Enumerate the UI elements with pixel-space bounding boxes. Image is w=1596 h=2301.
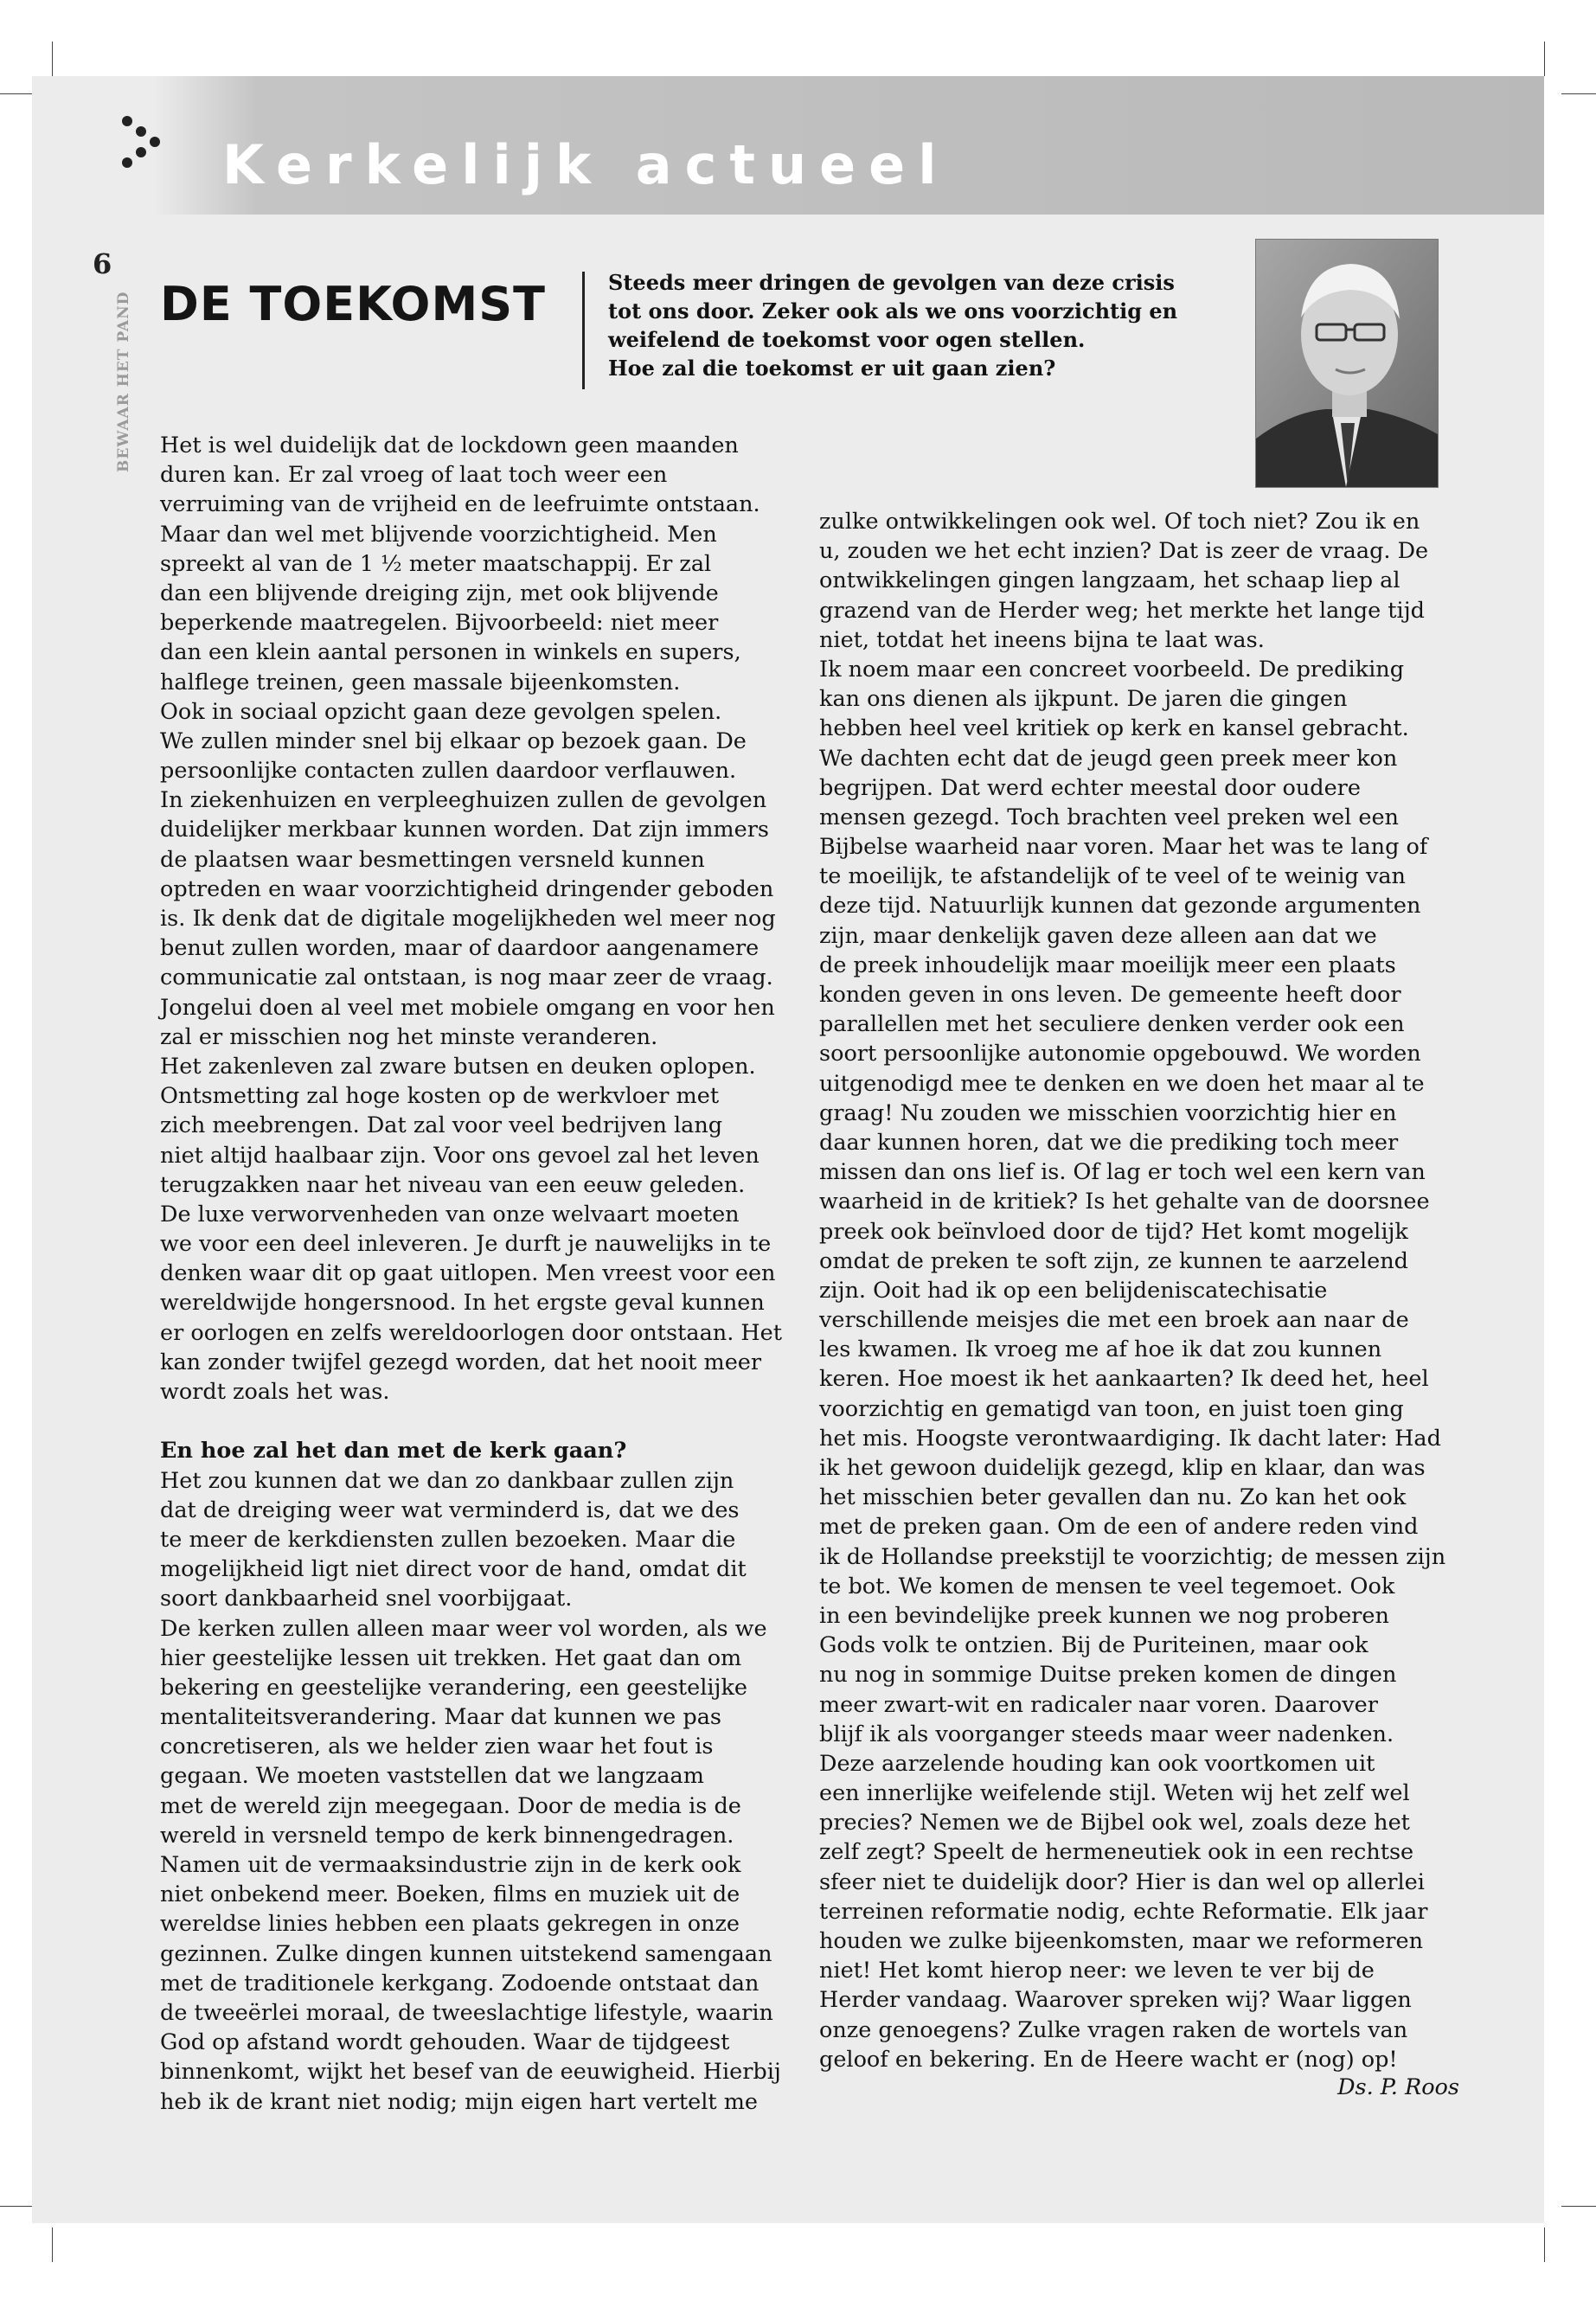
text-line: duren kan. Er zal vroeg of laat toch weer een — [160, 462, 668, 489]
crop-mark — [1561, 2206, 1596, 2207]
lead-line: weifelend de toekomst voor ogen stellen. — [608, 327, 1086, 352]
text-line: ontwikkelingen gingen langzaam, het schaap liep al — [819, 567, 1401, 594]
text-line: waarheid in de kritiek? Is het gehalte van de doorsnee — [819, 1189, 1430, 1215]
text-line: halflege treinen, geen massale bijeenkomsten. — [160, 669, 681, 695]
article-subheading: En hoe zal het dan met de kerk gaan? — [160, 1438, 627, 1465]
text-line: met de wereld zijn meegegaan. Door de media is de — [160, 1792, 741, 1819]
text-line: niet onbekend meer. Boeken, films en muziek uit de — [160, 1881, 740, 1908]
lead-line: Steeds meer dringen de gevolgen van deze crisis — [608, 270, 1175, 295]
text-line: Bijbelse waarheid naar voren. Maar het was te lang of — [819, 834, 1428, 861]
text-line: omdat de preken te soft zijn, ze kunnen te aarzelend — [819, 1247, 1408, 1274]
text-line: te moeilijk, te afstandelijk of te veel of te weinig van — [819, 863, 1406, 890]
text-line: bekering en geestelijke verandering, een geestelijke — [160, 1674, 747, 1701]
lead-line: Hoe zal die toekomst er uit gaan zien? — [608, 356, 1056, 381]
text-line: We zullen minder snel bij elkaar op bezoek gaan. De — [160, 727, 747, 754]
crop-mark — [52, 42, 53, 76]
text-line: Gods volk te ontzien. Bij de Puriteinen, maar ook — [819, 1632, 1368, 1659]
text-line: is. Ik denk dat de digitale mogelijkheden wel meer nog — [160, 906, 776, 932]
text-line: blijf ik als voorganger steeds maar weer nadenken. — [819, 1721, 1394, 1747]
text-line: verschillende meisjes die met een broek aan naar de — [819, 1307, 1409, 1334]
text-line: ik de Hollandse preekstijl te voorzichtig; de messen zijn — [819, 1543, 1446, 1570]
crop-mark — [52, 2227, 53, 2262]
text-line: gezinnen. Zulke dingen kunnen uitstekend samengaan — [160, 1940, 772, 1967]
text-line: ik het gewoon duidelijk gezegd, klip en klaar, dan was — [819, 1455, 1426, 1481]
text-line: Herder vandaag. Waarover spreken wij? Waar liggen — [819, 1987, 1412, 2014]
text-line: kan ons dienen als ijkpunt. De jaren die gingen — [819, 686, 1348, 713]
text-line: wereldse linies hebben een plaats gekregen in onze — [160, 1911, 740, 1938]
text-line: grazend van de Herder weg; het merkte het lange tijd — [819, 597, 1425, 624]
text-line: u, zouden we het echt inzien? Dat is zeer de vraag. De — [819, 538, 1429, 565]
page-number: 6 — [93, 247, 112, 280]
text-line: uitgenodigd mee te denken en we doen het maar al te — [819, 1070, 1425, 1097]
text-line: We dachten echt dat de jeugd geen preek meer kon — [819, 745, 1398, 772]
text-line: soort dankbaarheid snel voorbijgaat. — [160, 1586, 573, 1612]
text-line: het misschien beter gevallen dan nu. Zo kan het ook — [819, 1484, 1407, 1511]
text-line: terugzakken naar het niveau van een eeuw geleden. — [160, 1171, 746, 1198]
text-line: Het is wel duidelijk dat de lockdown geen maanden — [160, 433, 739, 458]
text-line: deze tijd. Natuurlijk kunnen dat gezonde argumenten — [819, 893, 1421, 920]
text-line: hebben heel veel kritiek op kerk en kansel gebracht. — [819, 715, 1409, 742]
text-line: voorzichtig en gematigd van toon, en juist toen ging — [819, 1395, 1404, 1422]
text-line: beperkende maatregelen. Bijvoorbeeld: niet meer — [160, 610, 719, 637]
text-line: met de preken gaan. Om de een of andere reden vind — [819, 1514, 1419, 1541]
text-line: Ik noem maar een concreet voorbeeld. De prediking — [819, 656, 1405, 683]
text-line: parallellen met het seculiere denken verder ook een — [819, 1011, 1405, 1038]
text-line: niet, totdat het ineens bijna te laat was. — [819, 626, 1265, 653]
text-line: geloof en bekering. En de Heere wacht er (nog) op! — [819, 2046, 1398, 2073]
article-headline: DE TOEKOMST — [160, 277, 546, 331]
text-line: dan een blijvende dreiging zijn, met ook blijvende — [160, 580, 719, 606]
text-line: sfeer niet te duidelijk door? Hier is dan wel op allerlei — [819, 1868, 1425, 1895]
text-line: optreden en waar voorzichtigheid dringender geboden — [160, 875, 774, 902]
text-line: begrijpen. Dat werd echter meestal door oudere — [819, 774, 1361, 801]
text-line: graag! Nu zouden we misschien voorzichtig hier en — [819, 1099, 1397, 1126]
text-line: zal er misschien nog het minste veranderen. — [160, 1023, 658, 1050]
crop-mark — [0, 93, 35, 94]
text-line: Maar dan wel met blijvende voorzichtigheid. Men — [160, 521, 717, 548]
text-line: zulke ontwikkelingen ook wel. Of toch niet? Zou ik en — [819, 509, 1420, 535]
text-line: heb ik de krant niet nodig; mijn eigen hart vertelt me — [160, 2088, 759, 2115]
text-line: wordt zoals het was. — [160, 1379, 390, 1405]
text-line: niet altijd haalbaar zijn. Voor ons gevoel zal het leven — [160, 1142, 760, 1169]
text-line: mogelijkheid ligt niet direct voor de hand, omdat dit — [160, 1556, 747, 1583]
text-line: De luxe verworvenheden van onze welvaart moeten — [160, 1201, 740, 1227]
text-line: dat de dreiging weer wat verminderd is, dat we des — [160, 1497, 740, 1523]
text-line: we voor een deel inleveren. Je durft je nauwelijks in te — [160, 1231, 772, 1258]
section-title: Kerkelijk actueel — [222, 133, 950, 196]
text-line: er oorlogen en zelfs wereldoorlogen door ontstaan. Het — [160, 1319, 782, 1346]
text-line: de plaatsen waar besmettingen versneld kunnen — [160, 846, 705, 873]
magazine-page — [32, 76, 1544, 2223]
text-line: te bot. We komen de mensen te veel tegemoet. Ook — [819, 1573, 1395, 1599]
text-line: dan een klein aantal personen in winkels en supers, — [160, 639, 741, 666]
text-line: daar kunnen horen, dat we die prediking toch meer — [819, 1129, 1399, 1156]
text-line: niet! Het komt hierop neer: we leven te ver bij de — [819, 1958, 1375, 1984]
text-line: met de traditionele kerkgang. Zodoende ontstaat dan — [160, 1970, 760, 1997]
text-line: zijn. Ooit had ik op een belijdeniscatechisatie — [819, 1277, 1328, 1304]
author-signature: Ds. P. Roos — [1337, 2074, 1459, 2100]
text-line: communicatie zal ontstaan, is nog maar zeer de vraag. — [160, 965, 773, 991]
text-line: Ontsmetting zal hoge kosten op de werkvloer met — [160, 1083, 720, 1110]
text-line: nu nog in sommige Duitse preken komen de dingen — [819, 1662, 1397, 1689]
text-line: Het zakenleven zal zware butsen en deuken oplopen. — [160, 1053, 756, 1080]
text-line: Deze aarzelende houding kan ook voortkomen uit — [819, 1750, 1375, 1777]
text-line: Namen uit de vermaaksindustrie zijn in de kerk ook — [160, 1852, 741, 1878]
text-line: wereldwijde hongersnood. In het ergste geval kunnen — [160, 1290, 765, 1317]
text-line: meer zwart-wit en radicaler naar voren. Daarover — [819, 1691, 1378, 1718]
text-line: binnenkomt, wijkt het besef van de eeuwigheid. Hierbij — [160, 2059, 781, 2086]
dots-logo-icon — [122, 116, 183, 176]
text-line: duidelijker merkbaar kunnen worden. Dat zijn immers — [160, 817, 769, 843]
text-line: Het zou kunnen dat we dan zo dankbaar zullen zijn — [160, 1467, 734, 1494]
text-line: les kwamen. Ik vroeg me af hoe ik dat zou kunnen — [819, 1336, 1382, 1363]
crop-mark — [1544, 2227, 1545, 2262]
text-line: kan zonder twijfel gezegd worden, dat het nooit meer — [160, 1349, 762, 1375]
paragraph-gap — [160, 1407, 800, 1436]
article-column-right — [819, 507, 1459, 2104]
section-banner — [32, 76, 1544, 215]
text-line: konden geven in ons leven. De gemeente heeft door — [819, 982, 1401, 1008]
side-label: BEWAAR HET PAND — [115, 291, 132, 472]
text-line: wereld in versneld tempo de kerk binnengedragen. — [160, 1822, 734, 1849]
portrait-photo-icon — [1255, 239, 1439, 488]
text-line: precies? Nemen we de Bijbel ook wel, zoals deze het — [819, 1810, 1410, 1836]
text-line: De kerken zullen alleen maar weer vol worden, als we — [160, 1615, 767, 1642]
text-line: gegaan. We moeten vaststellen dat we langzaam — [160, 1763, 704, 1790]
text-line: hier geestelijke lessen uit trekken. Het gaat dan om — [160, 1644, 742, 1671]
text-line: in een bevindelijke preek kunnen we nog proberen — [819, 1602, 1389, 1629]
lead-line: tot ons door. Zeker ook als we ons voorzichtig en — [608, 298, 1178, 324]
text-line: verruiming van de vrijheid en de leefruimte ontstaan. — [160, 491, 760, 518]
text-line: keren. Hoe moest ik het aankaarten? Ik deed het, heel — [819, 1366, 1429, 1393]
text-line: mensen gezegd. Toch brachten veel preken wel een — [819, 804, 1399, 830]
text-line: In ziekenhuizen en verpleeghuizen zullen de gevolgen — [160, 787, 767, 814]
text-line: missen dan ons lief is. Of lag er toch wel een kern van — [819, 1159, 1426, 1186]
text-line: persoonlijke contacten zullen daardoor verflauwen. — [160, 758, 737, 785]
text-line: preek ook beïnvloed door de tijd? Het komt mogelijk — [819, 1218, 1408, 1245]
text-line: onze genoegens? Zulke vragen raken de wortels van — [819, 2016, 1408, 2043]
text-line: mentaliteitsverandering. Maar dat kunnen we pas — [160, 1704, 721, 1731]
crop-mark — [1544, 42, 1545, 76]
text-line: denken waar dit op gaat uitlopen. Men vreest voor een — [160, 1260, 776, 1287]
text-line: de tweeërlei moraal, de tweeslachtige lifestyle, waarin — [160, 1999, 773, 2026]
article-lead — [608, 268, 1266, 382]
text-line: terreinen reformatie nodig, echte Reformatie. Elk jaar — [819, 1898, 1428, 1925]
text-line: spreekt al van de 1 ½ meter maatschappij. Er zal — [160, 550, 712, 577]
text-line: zich meebrengen. Dat zal voor veel bedrijven lang — [160, 1112, 723, 1139]
text-line: zijn, maar denkelijk gaven deze alleen aan dat we — [819, 922, 1377, 949]
text-line: concretiseren, als we helder zien waar het fout is — [160, 1734, 714, 1760]
text-line: God op afstand wordt gehouden. Waar de tijdgeest — [160, 2029, 730, 2056]
article-column-left — [160, 431, 800, 2117]
text-line: houden we zulke bijeenkomsten, maar we reformeren — [819, 1928, 1424, 1954]
text-line: Jongelui doen al veel met mobiele omgang en voor hen — [160, 994, 775, 1021]
text-line: de preek inhoudelijk maar moeilijk meer een plaats — [819, 952, 1396, 978]
text-line: te meer de kerkdiensten zullen bezoeken. Maar die — [160, 1526, 736, 1553]
text-line: het mis. Hoogste verontwaardiging. Ik dacht later: Had — [819, 1425, 1441, 1452]
text-line: zelf zegt? Speelt de hermeneutiek ook in een rechtse — [819, 1839, 1414, 1866]
crop-mark — [1561, 93, 1596, 94]
text-line: Ook in sociaal opzicht gaan deze gevolgen spelen. — [160, 698, 722, 725]
text-line: een innerlijke weifelende stijl. Weten wij het zelf wel — [819, 1780, 1410, 1807]
text-line: soort persoonlijke autonomie opgebouwd. We worden — [819, 1041, 1421, 1067]
lead-divider — [582, 272, 585, 389]
crop-mark — [0, 2206, 35, 2207]
text-line: benut zullen worden, maar of daardoor aangenamere — [160, 935, 760, 962]
